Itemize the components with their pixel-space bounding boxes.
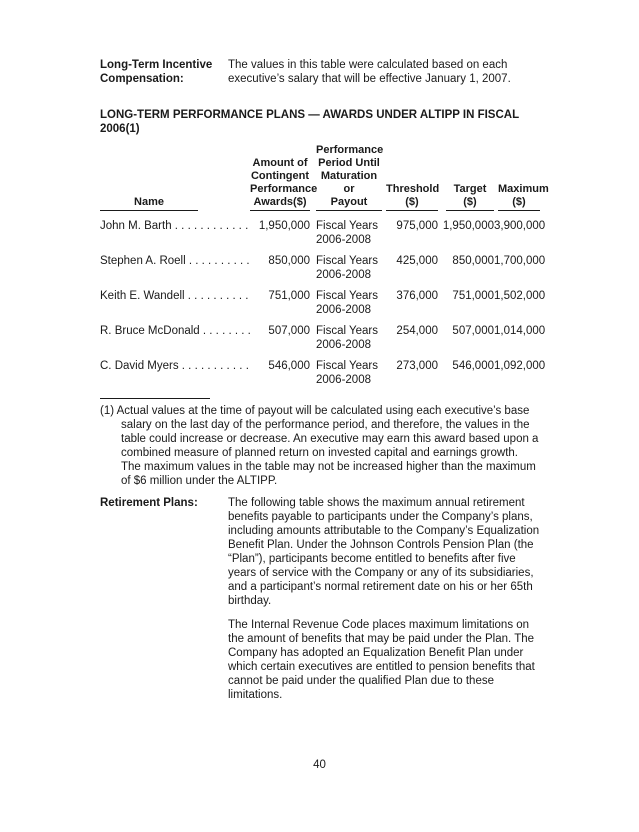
long-term-incentive-text: The values in this table were calculated based on each executive’s salary that will be effective January 1, 2007. — [228, 59, 511, 85]
footnote: (1) Actual values at the time of payout will be calculated using each executive’s base salary on the last day of the performance period, and therefore, the values in the table could increase or decrease. An executive may earn this award based upon a combined measure of planned return on invested capital and earnings growth. The maximum values in the table may not be increased higher than the maximum of $6 million under the ALTIPP. — [100, 405, 539, 487]
retirement-paragraph-2: The Internal Revenue Code places maximum limitations on the amount of benefits that may be paid under the Plan. The Company has adopted an Equalization Benefit Plan under which certain executives are entitled to pension benefits that cannot be paid under the qualified Plan due to these limitations. — [228, 619, 535, 701]
page-number: 40 — [313, 759, 326, 771]
table-row — [100, 355, 540, 390]
row-target: 507,000 — [452, 325, 494, 337]
row-period — [310, 215, 382, 250]
row-period-line1: Fiscal Years — [316, 255, 379, 267]
row-period-line2: 2006-2008 — [316, 269, 371, 281]
row-period — [310, 320, 382, 355]
row-name: Keith E. Wandell . . . . . . . . . . — [100, 290, 249, 302]
row-period-line1: Fiscal Years — [316, 360, 379, 372]
row-period-line2: 2006-2008 — [316, 304, 371, 316]
row-maximum: 1,014,000 — [494, 325, 546, 337]
header-target: Target ($) — [438, 144, 494, 215]
row-target: 751,000 — [452, 290, 494, 302]
row-amount: 1,950,000 — [258, 220, 310, 232]
ltic-label-line2: Compensation: — [100, 73, 184, 85]
row-period-line1: Fiscal Years — [316, 290, 379, 302]
row-threshold: 425,000 — [396, 255, 438, 267]
row-amount: 507,000 — [268, 325, 310, 337]
retirement-plans-label: Retirement Plans: — [100, 497, 198, 509]
table-row — [100, 250, 540, 285]
row-amount: 850,000 — [268, 255, 310, 267]
row-maximum: 1,700,000 — [494, 255, 546, 267]
row-maximum: 1,502,000 — [494, 290, 546, 302]
header-period: Performance Period Until Maturation or Payout — [310, 144, 382, 215]
row-maximum: 3,900,000 — [494, 220, 546, 232]
awards-table-body — [100, 215, 546, 390]
ltic-label-line1: Long-Term Incentive — [100, 59, 213, 71]
row-threshold: 254,000 — [396, 325, 438, 337]
row-threshold: 975,000 — [396, 220, 438, 232]
row-period — [310, 355, 382, 390]
retirement-paragraph-1: The following table shows the maximum annual retirement benefits payable to participants under the Company’s plans, including amounts attributable to the Company’s Equalization Benefit Plan. Under the Johnson Controls Pension Plan (the “Plan”), participants become entitled to benefits after five years of service with the Company or any of its subsidiaries, and a participant’s normal retirement date on his or her 65th birthday. — [228, 497, 540, 607]
row-name: C. David Myers . . . . . . . . . . . — [100, 360, 249, 372]
row-name: Stephen A. Roell . . . . . . . . . . — [100, 255, 250, 267]
header-threshold: Threshold ($) — [382, 144, 438, 215]
header-maximum: Maximum ($) — [494, 144, 540, 215]
table-row — [100, 285, 540, 320]
header-amount: Amount of Contingent Performance Awards($) — [250, 144, 310, 215]
row-amount: 751,000 — [268, 290, 310, 302]
row-period-line2: 2006-2008 — [316, 339, 371, 351]
retirement-plans-text — [228, 496, 540, 712]
row-target: 850,000 — [452, 255, 494, 267]
awards-table — [100, 144, 549, 390]
row-period — [310, 285, 382, 320]
table-row — [100, 215, 540, 250]
row-target: 546,000 — [452, 360, 494, 372]
long-term-incentive-section — [100, 58, 540, 86]
row-name: John M. Barth . . . . . . . . . . . . — [100, 220, 249, 232]
row-threshold: 273,000 — [396, 360, 438, 372]
section-title: LONG-TERM PERFORMANCE PLANS — AWARDS UNDER ALTIPP IN FISCAL 2006(1) — [100, 109, 519, 135]
row-period — [310, 250, 382, 285]
row-maximum: 1,092,000 — [494, 360, 546, 372]
row-target: 1,950,000 — [442, 220, 494, 232]
row-period-line1: Fiscal Years — [316, 220, 379, 232]
row-period-line1: Fiscal Years — [316, 325, 379, 337]
document-page — [100, 58, 549, 712]
row-name: R. Bruce McDonald . . . . . . . . — [100, 325, 251, 337]
row-period-line2: 2006-2008 — [316, 234, 371, 246]
long-term-incentive-label — [100, 58, 228, 86]
footnote-divider — [100, 398, 210, 399]
table-row — [100, 320, 540, 355]
header-name: Name — [100, 144, 250, 215]
row-threshold: 376,000 — [396, 290, 438, 302]
retirement-plans-section — [100, 496, 540, 712]
table-header-row — [100, 144, 540, 215]
row-period-line2: 2006-2008 — [316, 374, 371, 386]
row-amount: 546,000 — [268, 360, 310, 372]
